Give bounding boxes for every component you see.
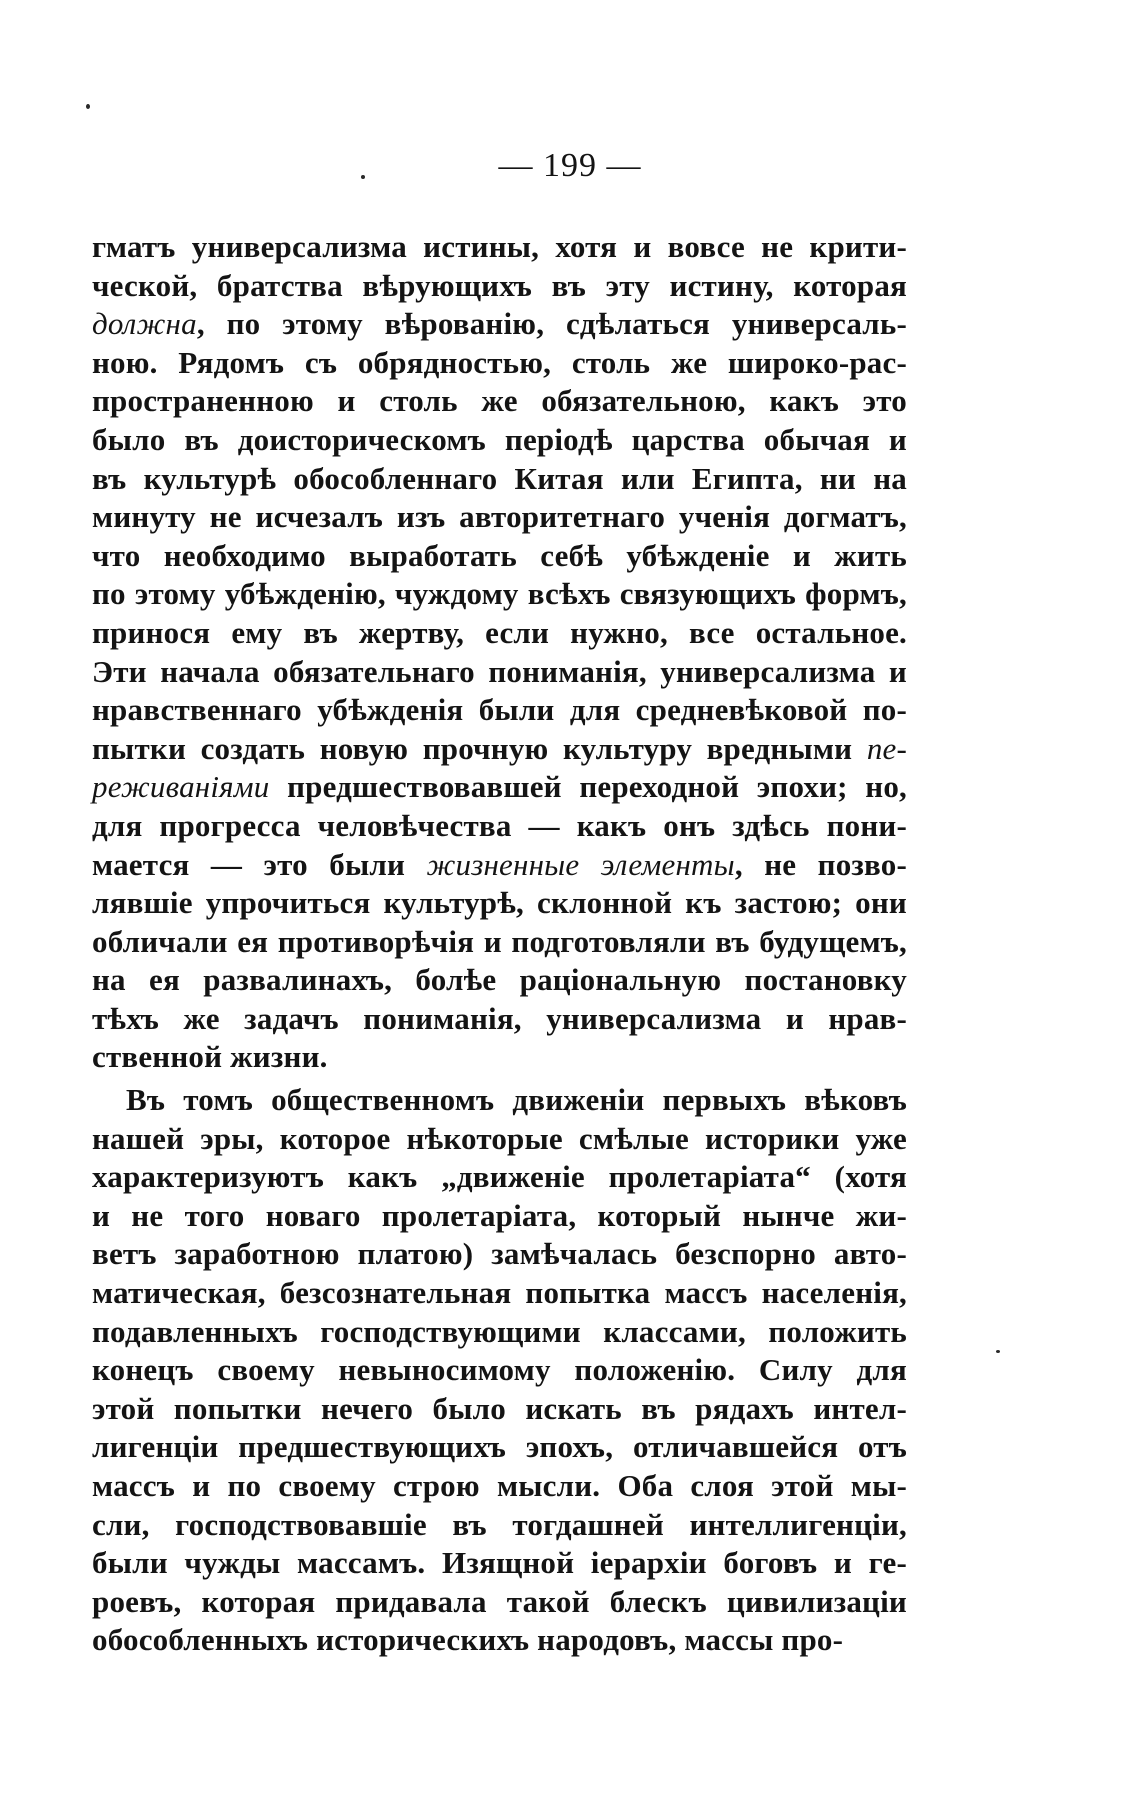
text-run: сли, господствовавшіе въ тогдашней интеллигенціи, xyxy=(92,1506,907,1542)
italic-phrase: жизненные элементы xyxy=(426,846,735,882)
text-run: подавленныхъ господствующими классами, положить xyxy=(92,1313,907,1349)
text-run: нашей эры, которое нѣкоторые смѣлые историки уже xyxy=(92,1120,907,1156)
text-run: пытки создать новую прочную культуру вредными xyxy=(92,730,867,766)
scan-speck xyxy=(86,104,90,109)
text-line xyxy=(92,1038,907,1077)
text-run: роевъ, которая придавала такой блескъ цивилизаціи xyxy=(92,1583,907,1619)
text-run: ветъ заработною платою) замѣчалась безспорно авто- xyxy=(92,1236,907,1272)
text-line xyxy=(92,537,907,576)
text-line xyxy=(92,1390,907,1429)
text-line xyxy=(92,1467,907,1506)
text-line xyxy=(92,382,907,421)
scan-speck xyxy=(361,175,365,179)
text-line xyxy=(92,730,907,769)
text-line xyxy=(92,691,907,730)
italic-phrase: должна xyxy=(92,306,197,342)
text-run: для прогресса человѣчества — какъ онъ здѣсь пони- xyxy=(92,807,907,843)
text-run: принося ему въ жертву, если нужно, все остальное. xyxy=(92,614,907,650)
text-run: тѣхъ же задачъ пониманія, универсализма и нрав- xyxy=(92,1000,907,1036)
text-run: было въ доисторическомъ періодѣ царства обычая и xyxy=(92,421,907,457)
text-line xyxy=(92,1081,907,1120)
text-run: Въ томъ общественномъ движеніи первыхъ вѣковъ xyxy=(126,1082,907,1118)
text-line xyxy=(92,884,907,923)
text-line xyxy=(92,1544,907,1583)
text-line xyxy=(92,614,907,653)
text-run: по этому убѣжденію, чуждому всѣхъ связующихъ формъ, xyxy=(92,576,907,612)
text-run: на ея развалинахъ, болѣе раціональную постановку xyxy=(92,962,907,998)
text-run: ческой, братства вѣрующихъ въ эту истину, которая xyxy=(92,267,907,303)
text-run: въ культурѣ обособленнаго Китая или Египта, ни на xyxy=(92,460,907,496)
text-run: минуту не исчезалъ изъ авторитетнаго ученія догматъ, xyxy=(92,499,907,535)
text-run: лигенціи предшествующихъ эпохъ, отличавшейся отъ xyxy=(92,1429,907,1465)
text-line xyxy=(92,575,907,614)
text-run: что необходимо выработать себѣ убѣжденіе и жить xyxy=(92,537,907,573)
text-run: пространенною и столь же обязательною, какъ это xyxy=(92,383,907,419)
italic-phrase: пе- xyxy=(866,730,907,766)
text-line xyxy=(92,1235,907,1274)
text-run: конецъ своему невыносимому положенію. Силу для xyxy=(92,1352,907,1388)
scan-speck xyxy=(996,1350,1000,1353)
text-run: ною. Рядомъ съ обрядностью, столь же широко-рас- xyxy=(92,344,907,380)
text-line xyxy=(92,1158,907,1197)
text-run: и не того новаго пролетаріата, который нынче жи- xyxy=(92,1197,907,1233)
page-number: — 199 — xyxy=(498,147,642,184)
text-run: , по этому вѣрованію, сдѣлаться универсаль- xyxy=(196,306,907,342)
text-line xyxy=(92,1351,907,1390)
text-run: лявшіе упрочиться культурѣ, склонной къ застою; они xyxy=(92,885,907,921)
text-line xyxy=(92,498,907,537)
text-line xyxy=(92,1274,907,1313)
text-line xyxy=(92,305,907,344)
text-line xyxy=(92,1197,907,1236)
text-line xyxy=(92,846,907,885)
text-run: , не позво- xyxy=(734,846,908,882)
text-run: предшествовавшей переходной эпохи; но, xyxy=(269,769,907,805)
text-line xyxy=(92,1000,907,1039)
italic-phrase: реживаніями xyxy=(92,769,270,805)
text-line xyxy=(92,344,907,383)
text-line xyxy=(92,1621,907,1660)
text-run: этой попытки нечего было искать въ рядахъ интел- xyxy=(92,1390,907,1426)
text-line xyxy=(92,807,907,846)
text-line xyxy=(92,1428,907,1467)
text-run: мается — это были xyxy=(92,846,427,882)
text-run: массъ и по своему строю мысли. Оба слоя этой мы- xyxy=(92,1468,907,1503)
text-run: были чужды массамъ. Изящной іерархіи боговъ и ге- xyxy=(92,1545,907,1581)
text-run: Эти начала обязательнаго пониманія, универсализма и xyxy=(92,653,907,689)
text-run: нравственнаго убѣжденія были для средневѣковой по- xyxy=(92,692,907,728)
text-run: гматъ универсализма истины, хотя и вовсе не крити- xyxy=(92,229,907,264)
text-line xyxy=(92,923,907,962)
text-line xyxy=(92,1313,907,1352)
text-line xyxy=(92,961,907,1000)
text-run: матическая, безсознательная попытка массъ населенія, xyxy=(92,1275,907,1311)
text-run: ственной жизни. xyxy=(92,1039,328,1075)
text-line xyxy=(92,267,907,306)
text-run: обособленныхъ историческихъ народовъ, массы про- xyxy=(92,1622,844,1658)
text-line xyxy=(92,768,907,807)
text-line xyxy=(92,1583,907,1622)
text-run: обличали ея противорѣчія и подготовляли въ будущемъ, xyxy=(92,923,907,959)
text-line xyxy=(92,1506,907,1545)
text-line xyxy=(92,460,907,499)
text-line xyxy=(92,1120,907,1159)
text-line xyxy=(92,421,907,460)
text-line xyxy=(92,653,907,692)
text-run: характеризуютъ какъ „движеніе пролетаріата“ (хотя xyxy=(92,1159,907,1195)
text-line xyxy=(92,228,907,267)
body-text xyxy=(92,228,907,1660)
